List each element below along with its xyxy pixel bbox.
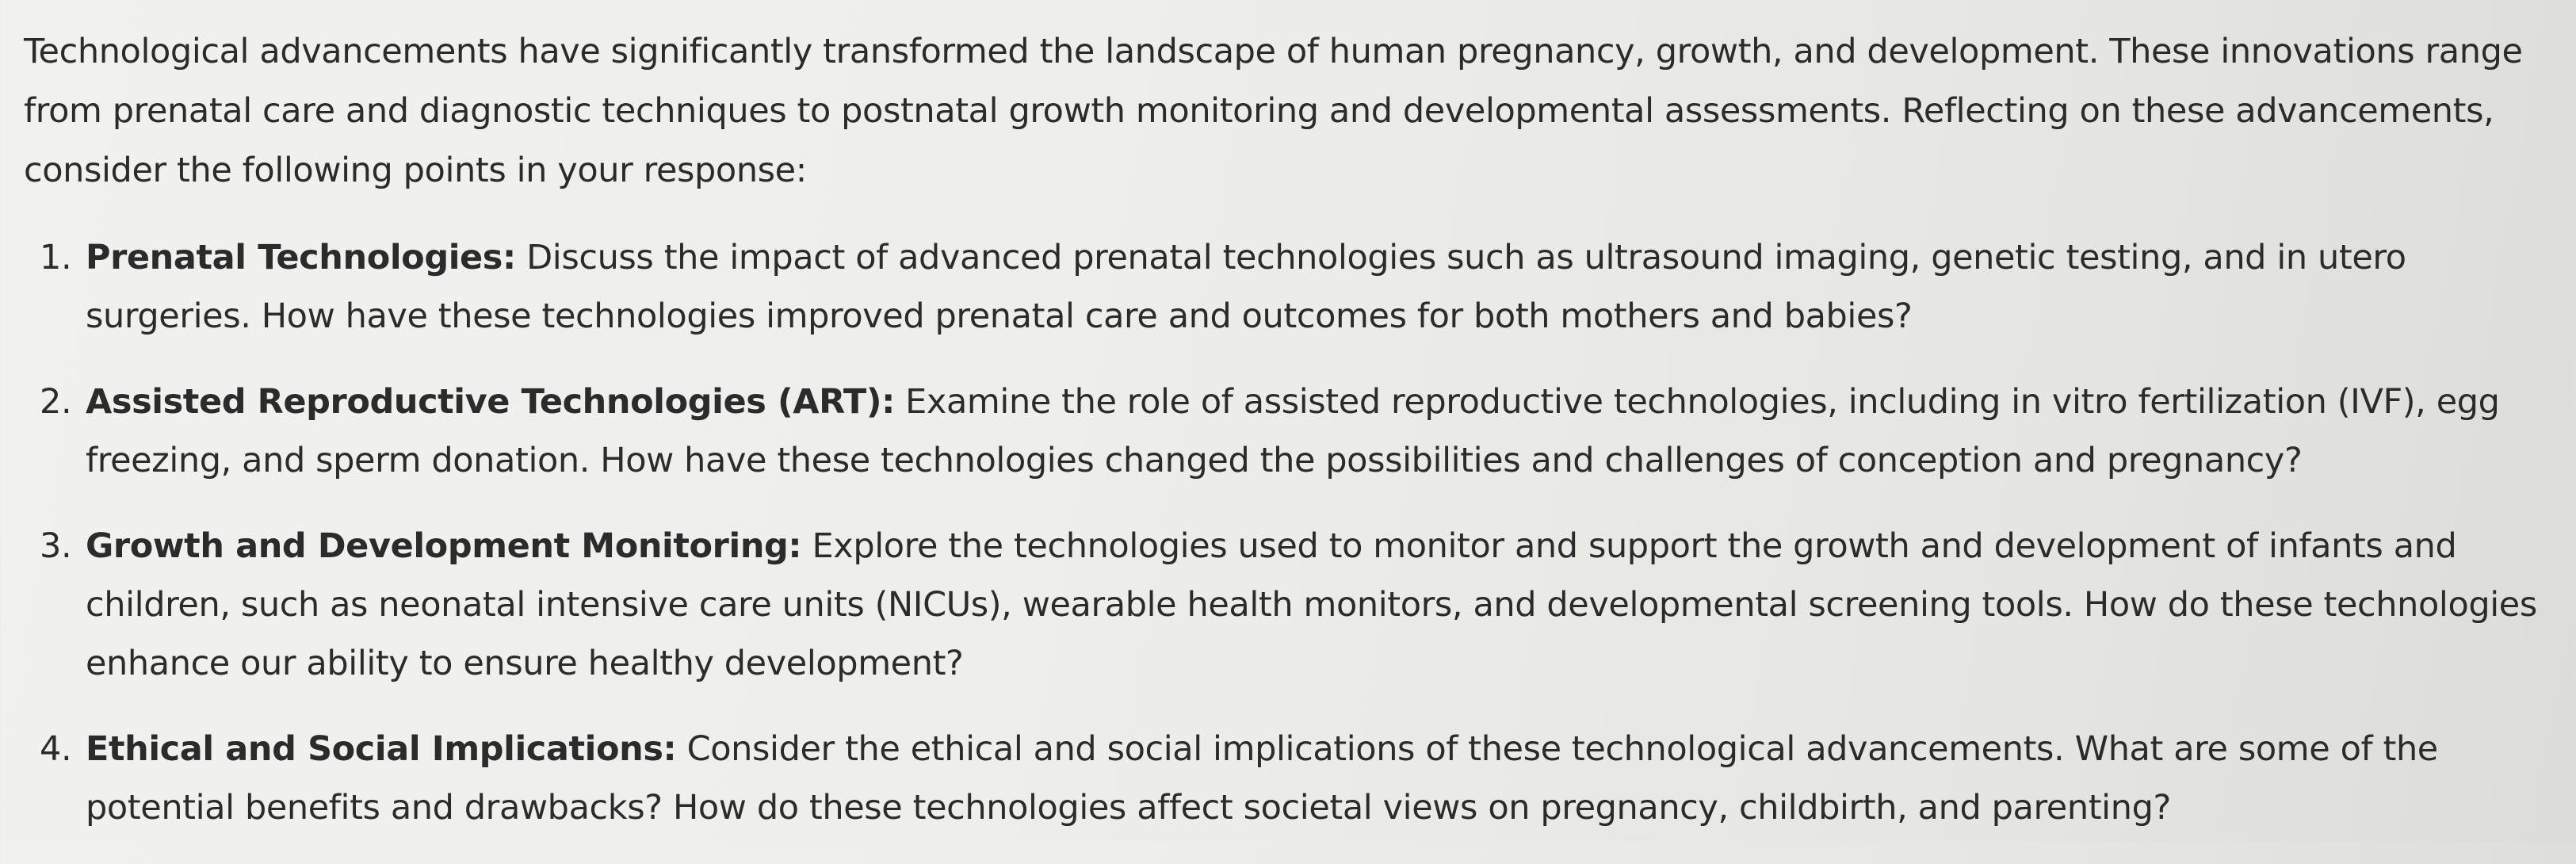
list-item [40,720,2552,837]
list-item-heading: Ethical and Social Implications: [86,729,677,769]
list-item-number: 2. [40,382,72,422]
list-item-number: 1. [40,238,72,277]
list-item-number: 4. [40,729,72,769]
list-item-body [86,720,2552,837]
list-item [40,228,2552,346]
list-item-heading: Assisted Reproductive Technologies (ART): [86,382,895,422]
discussion-points-list [40,228,2552,864]
list-item-text: Examine the role of assisted reproductive technologies, including in vitro fertilization (IVF), egg freezing, and sperm donation. How have these technologies changed the possibilities and challenges of conception and pregnancy? [86,382,2500,480]
list-item-body [86,517,2552,693]
list-item-text: Explore the technologies used to monitor and support the growth and development of infants and children, such as neonatal intensive care units (NICUs), wearable health monitors, and developmental screening tools. How do these technologies enhance our ability to ensure healthy development? [86,526,2537,683]
list-item [40,373,2552,490]
list-item-body [86,228,2552,346]
list-item-heading: Growth and Development Monitoring: [86,526,802,566]
list-item [40,517,2552,693]
list-item-text: Consider the ethical and social implications of these technological advancements. What are some of the potential benefits and drawbacks? How do these technologies affect societal views on pregnancy, childbirth, and parenting? [86,729,2438,828]
list-item-text: Discuss the impact of advanced prenatal technologies such as ultrasound imaging, genetic testing, and in utero surgeries. How have these technologies improved prenatal care and outcomes for both mothers and babies? [86,238,2406,336]
intro-paragraph: Technological advancements have significantly transformed the landscape of human pregnancy, growth, and development. These innovations range from prenatal care and diagnostic techniques to postnatal growth monitoring and developmental assessments. Reflecting on these advancements, consider the following points in your response: [24,32,2523,190]
list-item-number: 3. [40,526,72,566]
list-item-heading: Prenatal Technologies: [86,238,516,277]
list-item-body [86,373,2552,490]
